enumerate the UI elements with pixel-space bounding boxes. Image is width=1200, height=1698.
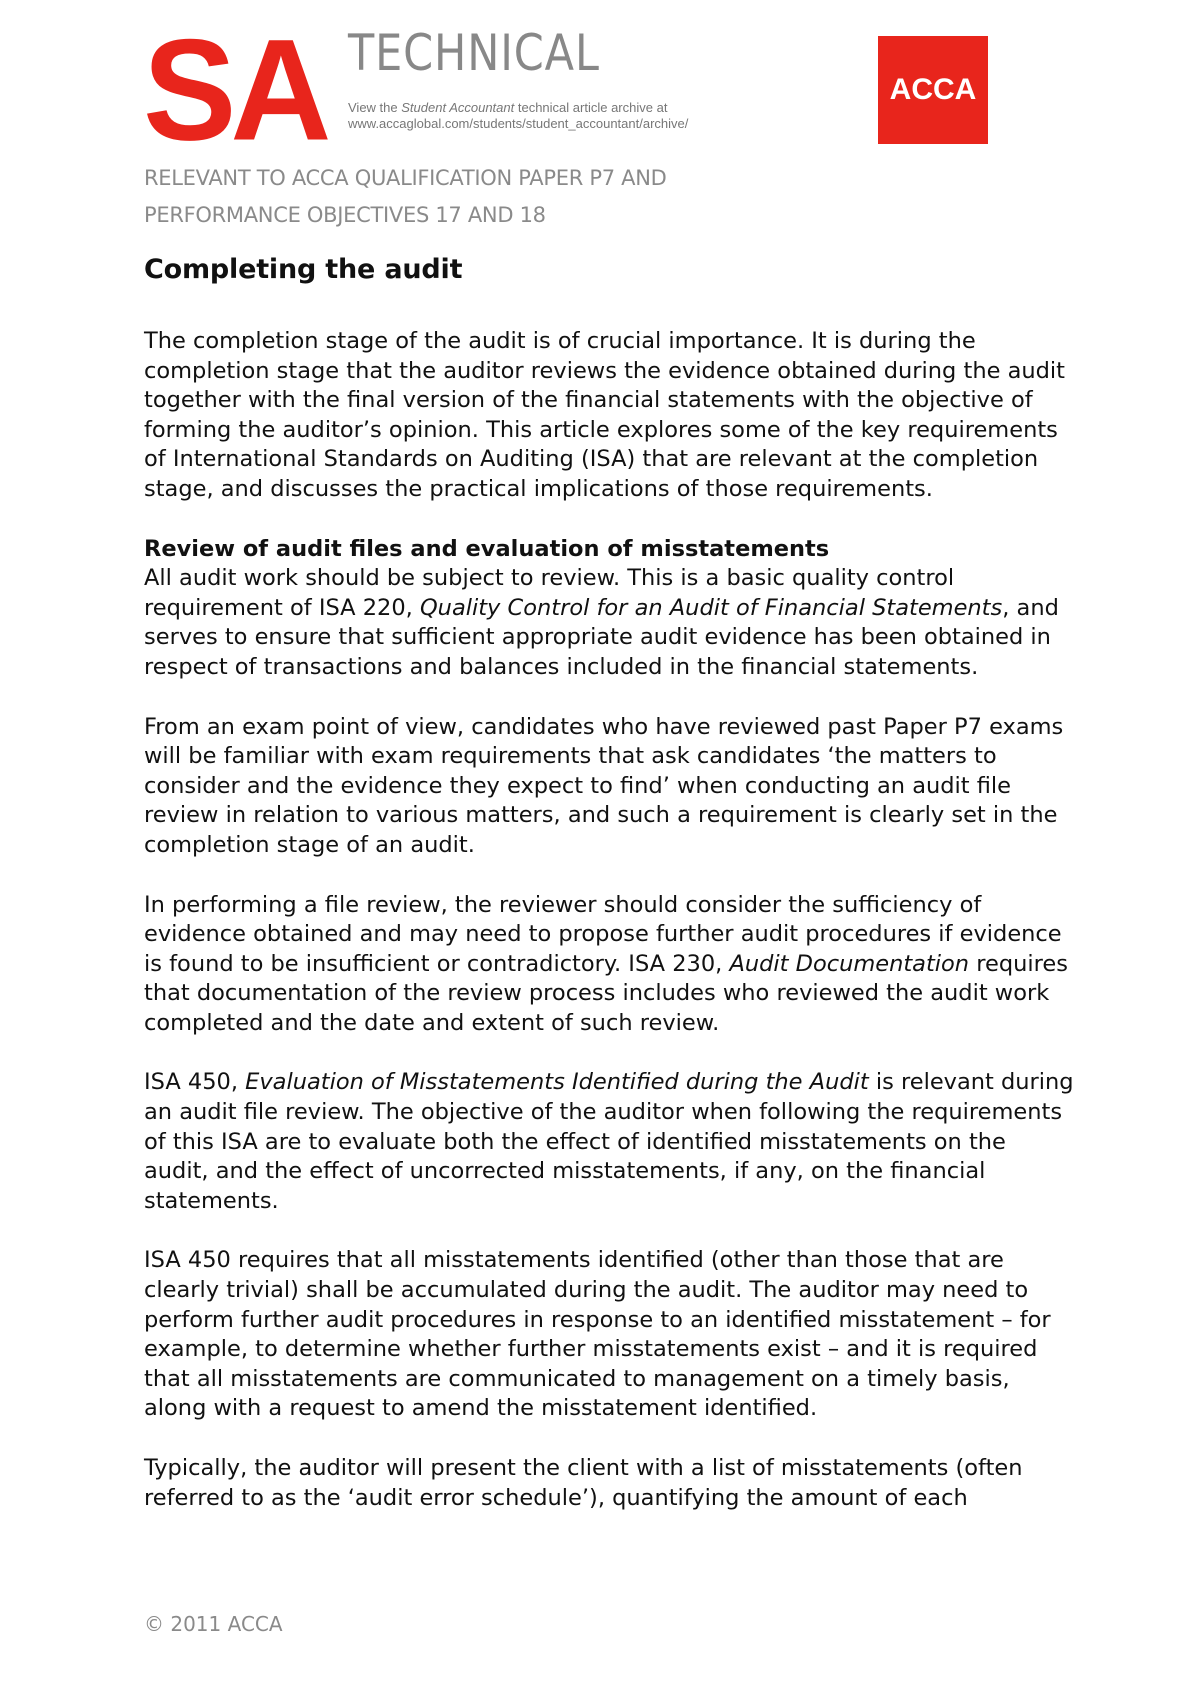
acca-logo-text: ACCA xyxy=(889,73,977,106)
paragraph-4 xyxy=(144,1068,1076,1216)
paragraph-1-text-a: All audit work should be subject to review. This is a basic quality control requirement of ISA 220, xyxy=(144,565,955,621)
sa-logo: SA xyxy=(143,8,326,171)
paragraph-3-text-b: requires that documentation of the review process includes who reviewed the audit work completed and the date and extent of such review. xyxy=(144,950,1068,1036)
relevance-note xyxy=(144,160,844,234)
archive-note xyxy=(348,100,689,132)
archive-note-prefix: View the xyxy=(348,100,402,115)
copyright-footer: © 2011 ACCA xyxy=(144,1612,283,1636)
paragraph-6: Typically, the auditor will present the client with a list of misstatements (often referred to as the ‘audit error schedule’), quantifying the amount of each xyxy=(144,1455,1023,1511)
relevance-line-2: PERFORMANCE OBJECTIVES 17 AND 18 xyxy=(144,203,546,227)
intro-paragraph: The completion stage of the audit is of crucial importance. It is during the completion stage that the auditor reviews the evidence obtained during the audit together with the final version of the financial statements with the objective of forming the auditor’s opinion. This article explores some of the key requirements of International Standards on Auditing (ISA) that are relevant at the completion stage, and discusses the practical implications of those requirements. xyxy=(144,328,1065,502)
article-title: Completing the audit xyxy=(144,254,463,285)
section-heading: Review of audit files and evaluation of misstatements xyxy=(144,535,830,562)
paragraph-1-citation: Quality Control for an Audit of Financial Statements xyxy=(419,594,1003,621)
article-body xyxy=(144,327,1076,1543)
paragraph-5: ISA 450 requires that all misstatements identified (other than those that are clearly trivial) shall be accumulated during the audit. The auditor may need to perform further audit procedures in response to an identified misstatement – for example, to determine whether further misstatements exist – and it is required that all misstatements are communicated to management on a timely basis, along with a request to amend the misstatement identified. xyxy=(144,1247,1051,1422)
paragraph-3-citation: Audit Documentation xyxy=(729,950,970,977)
paragraph-3 xyxy=(144,891,1076,1039)
paragraph-3-text-a: In performing a file review, the reviewer should consider the sufficiency of evidence obtained and may need to propose further audit procedures if evidence is found to be insufficient or contradictory. ISA 230, xyxy=(144,891,1062,977)
relevance-line-1: RELEVANT TO ACCA QUALIFICATION PAPER P7 AND xyxy=(144,166,667,190)
acca-logo xyxy=(878,36,988,144)
archive-note-link-text: technical article archive at www.accaglobal.com/students/student_accountant/archive/ xyxy=(348,100,689,131)
paragraph-1 xyxy=(144,564,1076,682)
paragraph-4-text-b: is relevant during an audit file review. The objective of the auditor when following the requirements of this ISA are to evaluate both the effect of identified misstatements on the audit, and the effect of uncorrected misstatements, if any, on the financial statements. xyxy=(144,1069,1074,1214)
paragraph-1-text-b: , and serves to ensure that sufficient appropriate audit evidence has been obtained in respect of transactions and balances included in the financial statements. xyxy=(144,594,1059,680)
paragraph-4-text-a: ISA 450, xyxy=(144,1069,246,1096)
paragraph-4-citation: Evaluation of Misstatements Identified during the Audit xyxy=(245,1069,869,1096)
section-label: TECHNICAL xyxy=(348,24,600,82)
paragraph-2: From an exam point of view, candidates who have reviewed past Paper P7 exams will be familiar with exam requirements that ask candidates ‘the matters to consider and the evidence they expect to find’ when conducting an audit file review in relation to various matters, and such a requirement is clearly set in the completion stage of an audit. xyxy=(144,713,1064,858)
archive-note-publication: Student Accountant xyxy=(401,100,515,115)
